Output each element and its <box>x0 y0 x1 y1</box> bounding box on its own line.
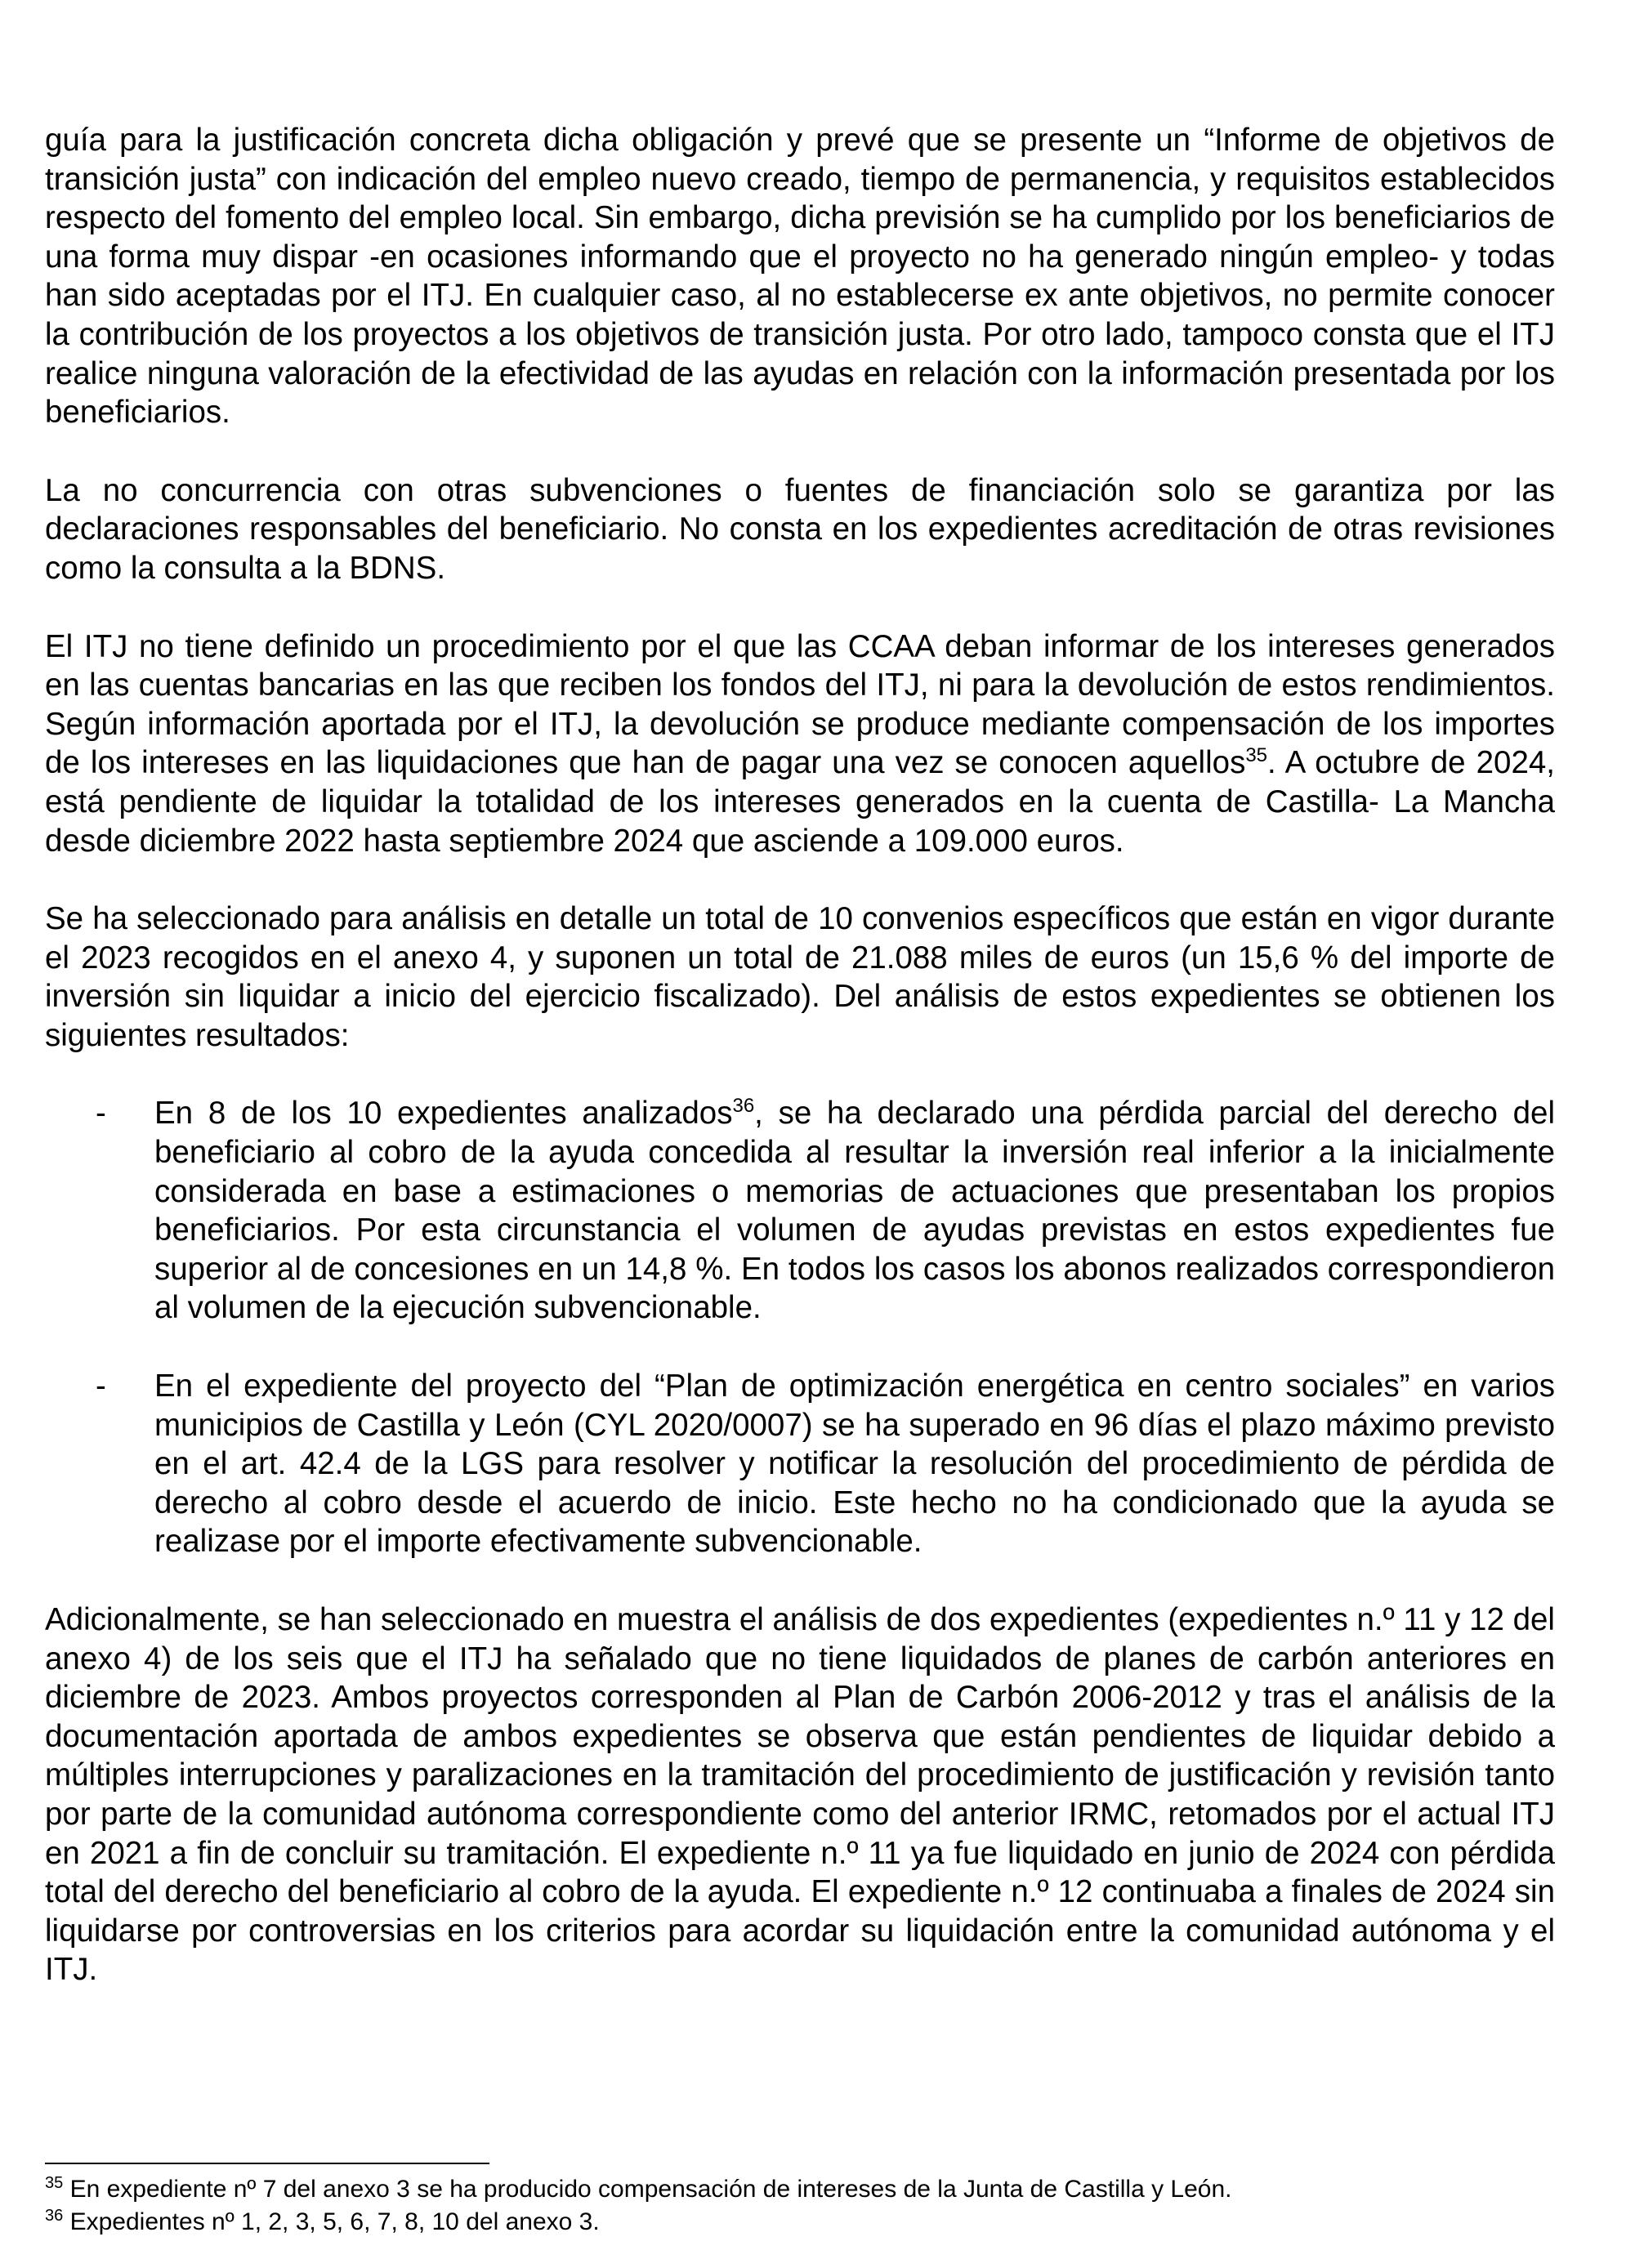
list-bullet-dash: - <box>96 1096 106 1132</box>
footnote-35 <box>45 2173 1581 2206</box>
document-body <box>45 121 1555 1989</box>
footnote-separator <box>45 2163 489 2164</box>
paragraph-gap <box>45 1328 1555 1367</box>
footnotes <box>45 2173 1581 2239</box>
paragraph-convenios: Se ha seleccionado para análisis en detalle un total de 10 convenios específicos que están en vigor durante el 2023 recogidos en el anexo 4, y suponen un total de 21.088 miles de euros (un 15,6 % del importe de inversión sin liquidar a inicio del ejercicio fiscalizado). Del análisis de estos expedientes se obtienen los siguientes resultados: <box>45 901 1555 1053</box>
paragraph-gap <box>45 860 1555 900</box>
footnote-number-35: 35 <box>45 2174 64 2192</box>
paragraph-informe-objetivos: guía para la justificación concreta dicha obligación y prevé que se presente un “Informe de objetivos de transición justa” con indicación del empleo nuevo creado, tiempo de permanencia, y requisitos establecidos respecto del fomento del empleo local. Sin embargo, dicha previsión se ha cumplido por los beneficiarios de una forma muy dispar -en ocasiones informando que el proyecto no ha generado ningún empleo- y todas han sido aceptadas por el ITJ. En cualquier caso, al no establecerse ex ante objetivos, no permite conocer la contribución de los proyectos a los objetivos de transición justa. Por otro lado, tampoco consta que el ITJ realice ninguna valoración de la efectividad de las ayudas en relación con la información presentada por los beneficiarios. <box>45 123 1555 431</box>
list-item-text <box>154 1094 1555 1328</box>
paragraph-gap <box>45 432 1555 471</box>
paragraph-intereses <box>45 627 1555 861</box>
paragraph-no-concurrencia: La no concurrencia con otras subvenciones o fuentes de financiación solo se garantiza por las declaraciones responsables del beneficiario. No consta en los expedientes acreditación de otras revisiones como la consulta a la BDNS. <box>45 472 1555 586</box>
list-bullet-dash: - <box>96 1368 106 1404</box>
footnote-ref-35[interactable]: 35 <box>1245 744 1268 767</box>
paragraph-gap <box>45 1561 1555 1601</box>
footnote-36 <box>45 2206 1581 2239</box>
paragraph-gap <box>45 1055 1555 1094</box>
list-item-plan-optimizacion <box>45 1367 1555 1561</box>
footnote-number-36: 36 <box>45 2207 64 2225</box>
list-item-text: En el expediente del proyecto del “Plan de optimización energética en centro sociales” en varios municipios de Castilla y León (CYL 2020/0007) se ha superado en 96 días el plazo máximo previsto en el art. 42.4 de la LGS para resolver y notificar la resolución del procedimiento de pérdida de derecho al cobro desde el acuerdo de inicio. Este hecho no ha condicionado que la ayuda se realizase por el importe efectivamente subvencionable. <box>154 1368 1555 1560</box>
paragraph-gap <box>45 588 1555 627</box>
list-item-text-start: En 8 de los 10 expedientes analizados <box>154 1096 733 1132</box>
list-item-perdida-parcial <box>45 1094 1555 1328</box>
footnote-ref-36[interactable]: 36 <box>732 1095 755 1118</box>
list-item-text-cont: , se ha declarado una pérdida parcial del derecho del beneficiario al cobro de la ayuda concedida al resultar la inversión real inferior a la inicialmente considerada en base a estimaciones o memorias de actuaciones que presentaban los propios beneficiarios. Por esta circunstancia el volumen de ayudas previstas en estos expedientes fue superior al de concesiones en un 14,8 %. En todos los casos los abonos realizados correspondieron al volumen de la ejecución subvencionable. <box>154 1096 1555 1326</box>
footnote-36-text: Expedientes nº 1, 2, 3, 5, 6, 7, 8, 10 del anexo 3. <box>63 2208 600 2235</box>
footnote-35-text: En expediente nº 7 del anexo 3 se ha producido compensación de intereses de la Junta de Castilla y León. <box>63 2176 1232 2203</box>
paragraph-adicionalmente: Adicionalmente, se han seleccionado en muestra el análisis de dos expedientes (expedientes n.º 11 y 12 del anexo 4) de los seis que el ITJ ha señalado que no tiene liquidados de planes de carbón anteriores en diciembre de 2023. Ambos proyectos corresponden al Plan de Carbón 2006-2012 y tras el análisis de la documentación aportada de ambos expedientes se observa que están pendientes de liquidar debido a múltiples interrupciones y paralizaciones en la tramitación del procedimiento de justificación y revisión tanto por parte de la comunidad autónoma correspondiente como del anterior IRMC, retomados por el actual ITJ en 2021 a fin de concluir su tramitación. El expediente n.º 11 ya fue liquidado en junio de 2024 con pérdida total del derecho del beneficiario al cobro de la ayuda. El expediente n.º 12 continuaba a finales de 2024 sin liquidarse por controversias en los criterios para acordar su liquidación entre la comunidad autónoma y el ITJ. <box>45 1602 1555 1988</box>
paragraph-intereses-text: El ITJ no tiene definido un procedimiento por el que las CCAA deban informar de los intereses generados en las cuentas bancarias en las que reciben los fondos del ITJ, ni para la devolución de estos rendimientos. Según información aportada por el ITJ, la devolución se produce mediante compensación de los importes de los intereses en las liquidaciones que han de pagar una vez se conocen aquellos <box>45 628 1555 781</box>
paragraph-intereses-text-cont: . A octubre de 2024, está pendiente de liquidar la totalidad de los intereses generados en la cuenta de Castilla- La Mancha desde diciembre 2022 hasta septiembre 2024 que asciende a 109.000 euros. <box>45 745 1555 859</box>
